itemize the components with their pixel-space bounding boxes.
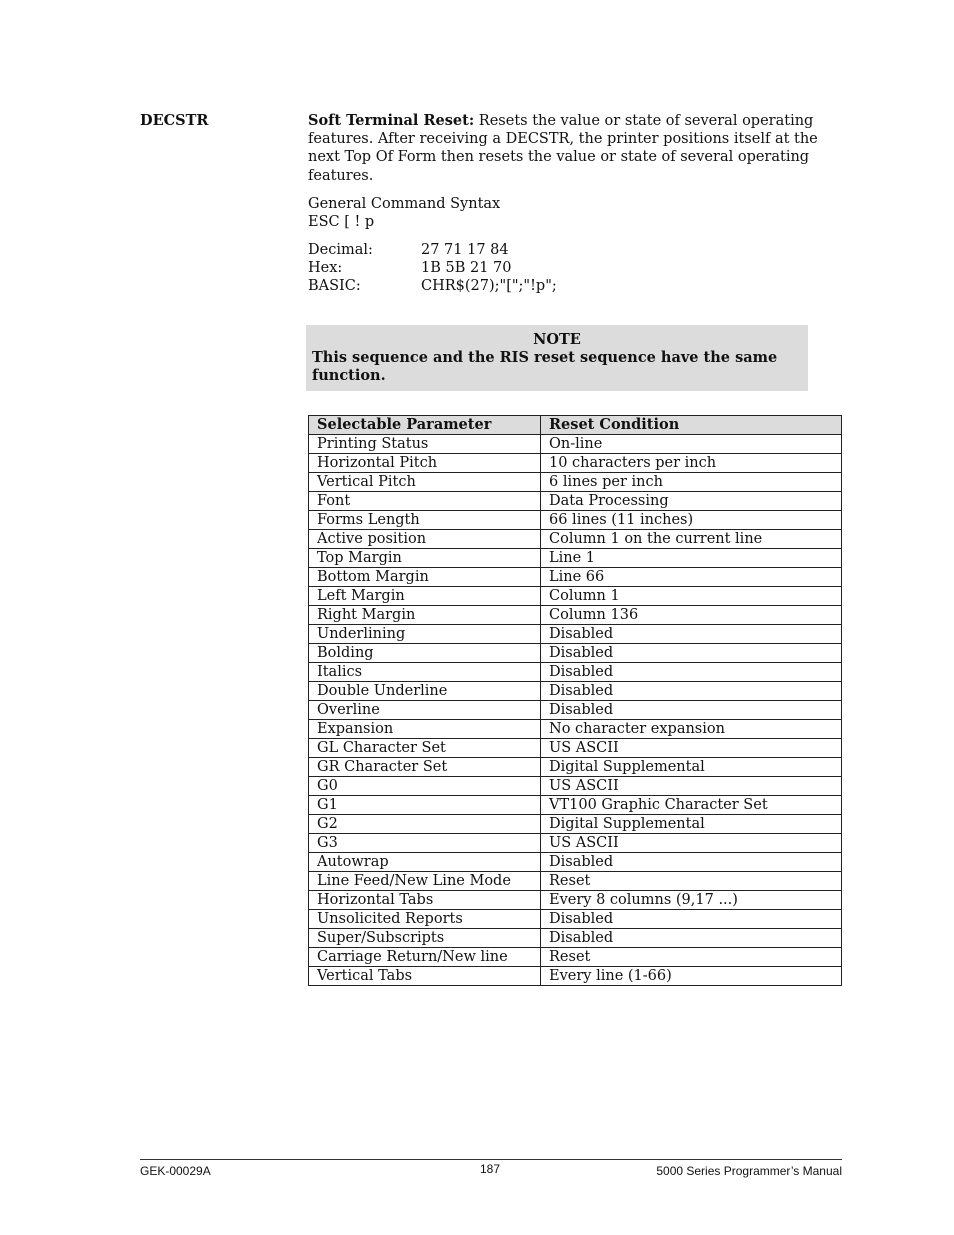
table-row [309,530,842,549]
reset-condition-cell: US ASCII [541,739,842,758]
code-row-hex [308,259,842,277]
reset-condition-cell: Disabled [541,625,842,644]
parameter-cell: Printing Status [309,435,541,454]
table-row [309,796,842,815]
command-lead: Soft Terminal Reset: [308,112,475,129]
parameter-cell: Left Margin [309,587,541,606]
parameter-cell: Unsolicited Reports [309,910,541,929]
reset-condition-cell: Digital Supplemental [541,758,842,777]
table-row [309,492,842,511]
syntax-heading: General Command Syntax [308,195,501,212]
reset-condition-cell: 66 lines (11 inches) [541,511,842,530]
reset-condition-cell: 6 lines per inch [541,473,842,492]
parameter-cell: Horizontal Tabs [309,891,541,910]
parameter-cell: GL Character Set [309,739,541,758]
code-value: 1B 5B 21 70 [421,259,512,276]
table-row [309,967,842,986]
code-row-decimal [308,241,842,259]
footer-doc-id: GEK-00029A [140,1164,211,1178]
parameter-cell: Expansion [309,720,541,739]
table-row [309,511,842,530]
parameter-cell: G1 [309,796,541,815]
parameter-cell: Overline [309,701,541,720]
reset-condition-cell: US ASCII [541,777,842,796]
reset-condition-cell: Line 1 [541,549,842,568]
code-label: Hex: [308,259,343,276]
reset-condition-cell: Reset [541,948,842,967]
parameter-cell: Underlining [309,625,541,644]
parameter-cell: Horizontal Pitch [309,454,541,473]
code-value: CHR$(27);"[";"!p"; [421,277,557,294]
reset-condition-cell: Disabled [541,682,842,701]
code-row-basic [308,277,842,295]
command-description [308,112,842,185]
header-selectable-parameter: Selectable Parameter [309,416,541,435]
reset-condition-cell: Disabled [541,929,842,948]
reset-condition-cell: Column 136 [541,606,842,625]
reset-condition-cell: Every 8 columns (9,17 ...) [541,891,842,910]
table-row [309,587,842,606]
parameter-cell: Bottom Margin [309,568,541,587]
table-row [309,701,842,720]
reset-condition-cell: Every line (1-66) [541,967,842,986]
parameter-cell: Vertical Tabs [309,967,541,986]
parameter-cell: G0 [309,777,541,796]
table-row [309,720,842,739]
table-row [309,872,842,891]
reset-condition-cell: Data Processing [541,492,842,511]
note-box [306,325,808,391]
table-body [309,435,842,986]
reset-condition-cell: US ASCII [541,834,842,853]
note-text: This sequence and the RIS reset sequence have the same function. [312,349,778,384]
code-label: Decimal: [308,241,373,258]
table-row [309,929,842,948]
reset-condition-cell: Disabled [541,644,842,663]
table-row [309,435,842,454]
header-reset-condition: Reset Condition [541,416,842,435]
table-row [309,568,842,587]
command-name: DECSTR [140,112,209,129]
reset-condition-cell: Digital Supplemental [541,815,842,834]
table-row [309,834,842,853]
table-row [309,549,842,568]
reset-parameters-table [308,415,842,986]
table-row [309,948,842,967]
table-row [309,891,842,910]
command-description-block [308,112,842,295]
reset-condition-cell: Disabled [541,910,842,929]
reset-condition-cell: Reset [541,872,842,891]
table-row [309,758,842,777]
note-title: NOTE [533,331,581,348]
syntax-block [308,195,842,231]
parameter-cell: Right Margin [309,606,541,625]
table-row [309,910,842,929]
table-row [309,739,842,758]
syntax-sequence: ESC [ ! p [308,213,375,230]
parameter-cell: Double Underline [309,682,541,701]
code-list [308,241,842,295]
parameter-cell: Vertical Pitch [309,473,541,492]
table-row [309,777,842,796]
table-row [309,682,842,701]
reset-condition-cell: Line 66 [541,568,842,587]
table-row [309,473,842,492]
parameter-cell: Bolding [309,644,541,663]
parameter-cell: Italics [309,663,541,682]
parameter-cell: Font [309,492,541,511]
reset-condition-cell: VT100 Graphic Character Set [541,796,842,815]
table-row [309,853,842,872]
table-row [309,815,842,834]
code-label: BASIC: [308,277,361,294]
reset-condition-cell: Column 1 on the current line [541,530,842,549]
table-row [309,454,842,473]
reset-condition-cell: Disabled [541,853,842,872]
parameter-cell: GR Character Set [309,758,541,777]
table-row [309,625,842,644]
parameter-cell: Super/Subscripts [309,929,541,948]
parameter-cell: G2 [309,815,541,834]
reset-condition-cell: On-line [541,435,842,454]
parameter-cell: Forms Length [309,511,541,530]
code-value: 27 71 17 84 [421,241,509,258]
table-row [309,663,842,682]
reset-condition-cell: Column 1 [541,587,842,606]
table-row [309,606,842,625]
footer-manual-title: 5000 Series Programmer’s Manual [656,1164,842,1178]
footer-divider [140,1159,842,1160]
reset-condition-cell: Disabled [541,663,842,682]
footer-page-number: 187 [479,1162,501,1176]
reset-condition-cell: Disabled [541,701,842,720]
parameter-cell: Active position [309,530,541,549]
parameter-cell: G3 [309,834,541,853]
reset-condition-cell: No character expansion [541,720,842,739]
parameter-cell: Autowrap [309,853,541,872]
command-description-text: Resets the value or state of several operating features. After receiving a DECSTR, the printer positions itself at the next Top Of Form then resets the value or state of several operating features. [308,113,818,184]
table-header-row [309,416,842,435]
reset-condition-cell: 10 characters per inch [541,454,842,473]
parameter-cell: Carriage Return/New line [309,948,541,967]
parameter-cell: Top Margin [309,549,541,568]
table-row [309,644,842,663]
parameter-cell: Line Feed/New Line Mode [309,872,541,891]
